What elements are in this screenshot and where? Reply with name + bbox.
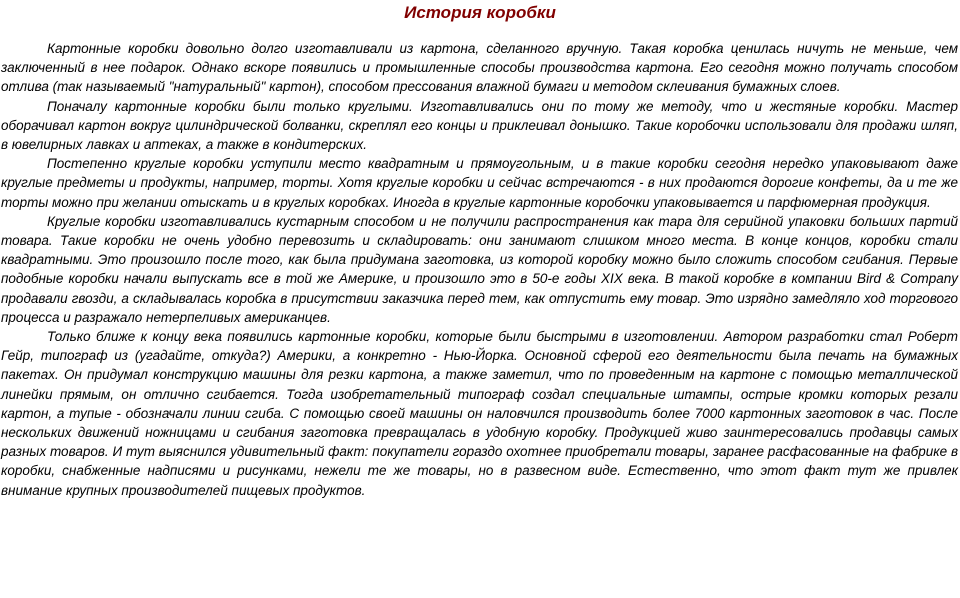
- paragraph-4: Круглые коробки изготавливались кустарным способом и не получили распространения как тара для серийной упаковки больших партий товара. Такие коробки не очень удобно перевозить и складировать: они занимают слишком много места. В конце концов, коробки стали квадратными. Это произошло после того, как была придумана заготовка, из которой коробку можно было сложить способом сгибания. Первые подобные коробки начали выпускать все в той же Америке, и произошло это в 50-е годы XIX века. В такой коробке в компании Bird & Company продавали гвозди, а складывалась коробка в присутствии заказчика перед тем, как отпустить ему товар. Это изрядно замедляло ход торгового процесса и разражало нетерпеливых американцев.: [1, 213, 958, 325]
- paragraph-5: Только ближе к концу века появились картонные коробки, которые были быстрыми в изготовлении. Автором разработки стал Роберт Гейр, типограф из (угадайте, откуда?) Америки, а конкретно - Нью-Йорка. Основной сферой его деятельности была печать на бумажных пакетах. Он придумал конструкцию машины для резки картона, а также заметил, что по проведенным на картоне с помощью металлической линейки прямым, он отлично сгибается. Тогда изобретательный типограф создал специальные штампы, острые кромки которых резали картон, а тупые - обозначали линии сгиба. С помощью своей машины он наловчился производить более 7000 картонных заготовок в час. После нескольких движений ножницами и сгибания заготовка превращалась в удобную коробку. Продукцией живо заинтересовались продавцы самых разных товаров. И тут выяснился удивительный факт: покупатели гораздо охотнее приобретали товары, заранее расфасованные на фабрике в коробки, снабженные надписями и рисунками, нежели те же товары, но в развесном виде. Естественно, что этот факт тут же привлек внимание крупных производителей пищевых продуктов.: [1, 329, 958, 498]
- article-title: История коробки: [404, 3, 556, 22]
- paragraph-3: Постепенно круглые коробки уступили место квадратным и прямоугольным, и в такие коробки сегодня нередко упаковывают даже круглые предметы и продукты, например, торты. Хотя круглые коробки и сейчас встречаются - в них продаются дорогие конфеты, да и те же торты можно при желании отыскать и в круглых коробках. Иногда в круглые картонные коробочки упаковывается и парфюмерная продукция.: [1, 156, 958, 210]
- paragraph-2: Поначалу картонные коробки были только круглыми. Изготавливались они по тому же методу, что и жестяные коробки. Мастер оборачивал картон вокруг цилиндрической болванки, скреплял его концы и приклеивал донышко. Такие коробочки использовали для продажи шляп, в ювелирных лавках и аптеках, а также в кондитерских.: [1, 98, 958, 153]
- paragraph-1: Картонные коробки довольно долго изготавливали из картона, сделанного вручную. Такая коробка ценилась ничуть не меньше, чем заключенный в нее подарок. Однако вскоре появились и промышленные способы производства картона. Его сегодня можно получать способом отлива (так называемый "натуральный" картон), способом прессования влажной бумаги и методом склеивания бумажных слоев.: [1, 41, 958, 95]
- article-body: [0, 39, 960, 500]
